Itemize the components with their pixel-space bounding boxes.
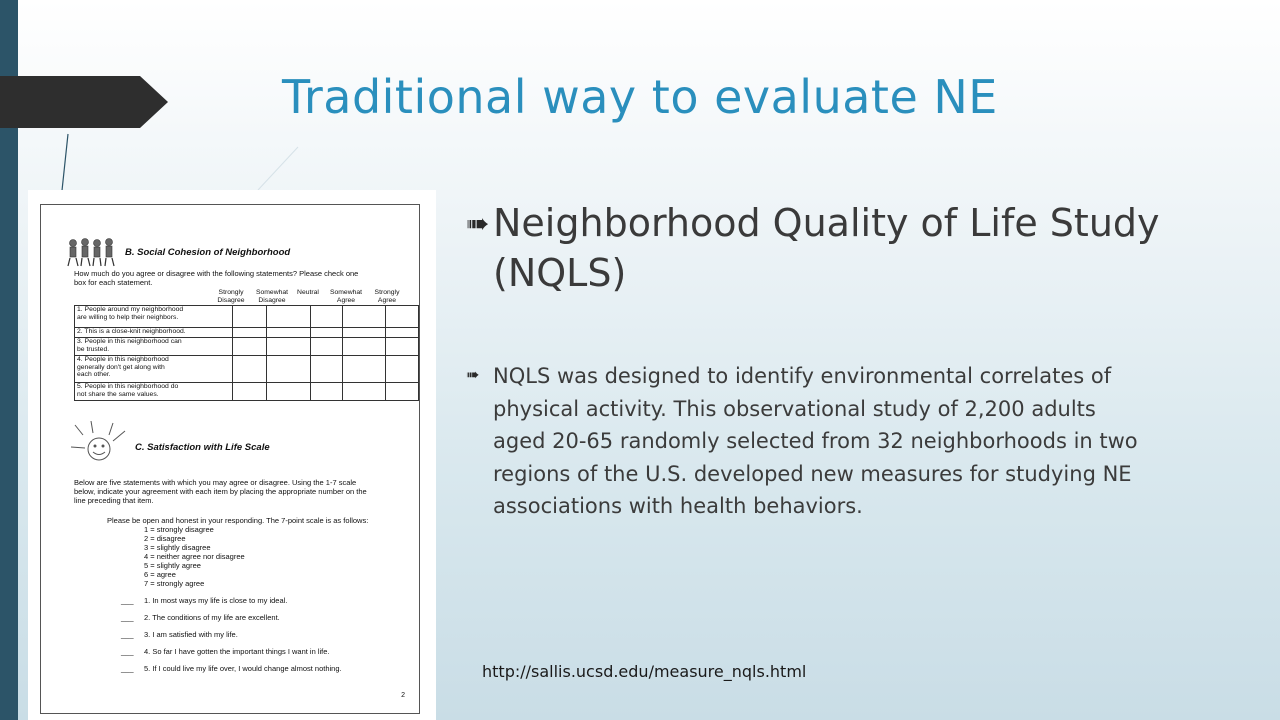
sun-ray <box>109 423 113 435</box>
answer-blank[interactable]: ___ <box>121 613 134 622</box>
person-body <box>82 246 88 257</box>
life-item: 2. The conditions of my life are excellent. <box>144 613 280 622</box>
checkbox-cell[interactable] <box>232 338 266 356</box>
checkbox-cell[interactable] <box>266 356 310 383</box>
checkbox-cell[interactable] <box>385 338 418 356</box>
slide-title: Traditional way to evaluate NE <box>282 70 998 124</box>
arrow-bullet-icon: ➠ <box>466 365 480 384</box>
column-header: Strongly Agree <box>374 289 400 304</box>
section-c-title: C. Satisfaction with Life Scale <box>135 442 270 453</box>
sun-ray <box>113 431 125 441</box>
checkbox-cell[interactable] <box>342 306 385 328</box>
checkbox-cell[interactable] <box>342 338 385 356</box>
column-header: Neutral <box>297 289 319 296</box>
person-leg <box>105 258 106 266</box>
decorative-lines <box>0 0 320 200</box>
sun-face <box>88 438 110 460</box>
section-b-title: B. Social Cohesion of Neighborhood <box>125 247 291 258</box>
scale-item: 2 = disagree <box>144 534 186 543</box>
statement-cell: 5. People in this neighborhood do not share the same values. <box>75 383 233 401</box>
person-leg <box>81 258 82 266</box>
sun-ray <box>71 447 85 448</box>
section-c-intro: below, indicate your agreement with each item by placing the appropriate number on the <box>74 487 367 496</box>
checkbox-cell[interactable] <box>266 328 310 338</box>
bullet-item <box>466 360 1153 523</box>
person-leg <box>100 258 101 266</box>
section-b-instruction: box for each statement. <box>74 278 153 287</box>
bullet-text: Neighborhood Quality of Life Study (NQLS) <box>493 201 1160 295</box>
bullet-list <box>466 198 1186 523</box>
checkbox-cell[interactable] <box>266 383 310 401</box>
page-number: 2 <box>401 692 405 699</box>
person-body <box>70 247 76 257</box>
checkbox-cell[interactable] <box>232 306 266 328</box>
checkbox-cell[interactable] <box>310 383 342 401</box>
statement-cell: 2. This is a close-knit neighborhood. <box>75 328 233 338</box>
checkbox-cell[interactable] <box>266 338 310 356</box>
person-leg <box>68 258 70 266</box>
person-leg <box>93 258 94 266</box>
questionnaire-page <box>40 204 420 714</box>
scale-item: 1 = strongly disagree <box>144 525 214 534</box>
bullet-item <box>466 198 1186 298</box>
checkbox-cell[interactable] <box>385 306 418 328</box>
table-row <box>75 383 419 401</box>
person-body <box>106 246 112 257</box>
checkbox-cell[interactable] <box>232 383 266 401</box>
checkbox-cell[interactable] <box>310 306 342 328</box>
column-header: Somewhat Disagree <box>255 289 289 304</box>
column-header: Somewhat Agree <box>329 289 363 304</box>
answer-blank[interactable]: ___ <box>121 647 134 656</box>
questionnaire-image <box>28 190 436 720</box>
sun-eye <box>94 445 96 447</box>
sun-smile <box>93 452 105 455</box>
answer-blank[interactable]: ___ <box>121 630 134 639</box>
scale-item: 5 = slightly agree <box>144 561 201 570</box>
answer-blank[interactable]: ___ <box>121 664 134 673</box>
source-link[interactable]: http://sallis.ucsd.edu/measure_nqls.html <box>482 662 807 681</box>
arrow-bullet-icon: ➠ <box>466 207 490 240</box>
table-row <box>75 338 419 356</box>
life-item: 3. I am satisfied with my life. <box>144 630 238 639</box>
checkbox-cell[interactable] <box>385 356 418 383</box>
smiling-sun-icon <box>69 421 129 471</box>
statement-cell: 1. People around my neighborhood are willing to help their neighbors. <box>75 306 233 328</box>
checkbox-cell[interactable] <box>385 383 418 401</box>
scale-item: 6 = agree <box>144 570 176 579</box>
section-c-intro: line preceding that item. <box>74 496 154 505</box>
statement-cell: 3. People in this neighborhood can be trusted. <box>75 338 233 356</box>
checkbox-cell[interactable] <box>266 306 310 328</box>
section-b-instruction: How much do you agree or disagree with the following statements? Please check one <box>74 269 359 278</box>
checkbox-cell[interactable] <box>385 328 418 338</box>
life-item: 5. If I could live my life over, I would change almost nothing. <box>144 664 342 673</box>
table-row <box>75 306 419 328</box>
person-head <box>70 240 77 247</box>
column-header: Strongly Disagree <box>217 289 245 304</box>
person-leg <box>112 258 114 266</box>
person-leg <box>88 258 90 266</box>
checkbox-cell[interactable] <box>342 328 385 338</box>
table-row <box>75 356 419 383</box>
scale-item: 3 = slightly disagree <box>144 543 211 552</box>
scale-item: 7 = strongly agree <box>144 579 205 588</box>
table-row <box>75 328 419 338</box>
section-c-intro: Below are five statements with which you may agree or disagree. Using the 1-7 scale <box>74 478 357 487</box>
life-item: 4. So far I have gotten the important things I want in life. <box>144 647 330 656</box>
checkbox-cell[interactable] <box>310 356 342 383</box>
person-body <box>94 247 100 257</box>
sun-ray <box>91 421 93 433</box>
person-head <box>106 239 113 246</box>
checkbox-cell[interactable] <box>342 356 385 383</box>
answer-blank[interactable]: ___ <box>121 596 134 605</box>
checkbox-cell[interactable] <box>342 383 385 401</box>
people-cheering-icon <box>67 237 115 267</box>
checkbox-cell[interactable] <box>232 356 266 383</box>
bullet-text: NQLS was designed to identify environmental correlates of physical activity. This observational study of 2,200 adults aged 20-65 randomly selected from 32 neighborhoods in two regions of the U.S. developed new measures for studying NE associations with health behaviors. <box>493 364 1138 518</box>
person-head <box>94 240 101 247</box>
cohesion-table <box>74 305 419 401</box>
person-head <box>82 239 89 246</box>
checkbox-cell[interactable] <box>310 328 342 338</box>
checkbox-cell[interactable] <box>310 338 342 356</box>
life-item: 1. In most ways my life is close to my ideal. <box>144 596 288 605</box>
person-leg <box>76 258 78 266</box>
statement-cell: 4. People in this neighborhood generally don't get along with each other. <box>75 356 233 383</box>
scale-intro: Please be open and honest in your responding. The 7-point scale is as follows: <box>107 516 369 525</box>
deco-line-right <box>258 147 298 190</box>
scale-item: 4 = neither agree nor disagree <box>144 552 245 561</box>
sun-ray <box>75 425 83 435</box>
checkbox-cell[interactable] <box>232 328 266 338</box>
sun-eye <box>102 445 104 447</box>
